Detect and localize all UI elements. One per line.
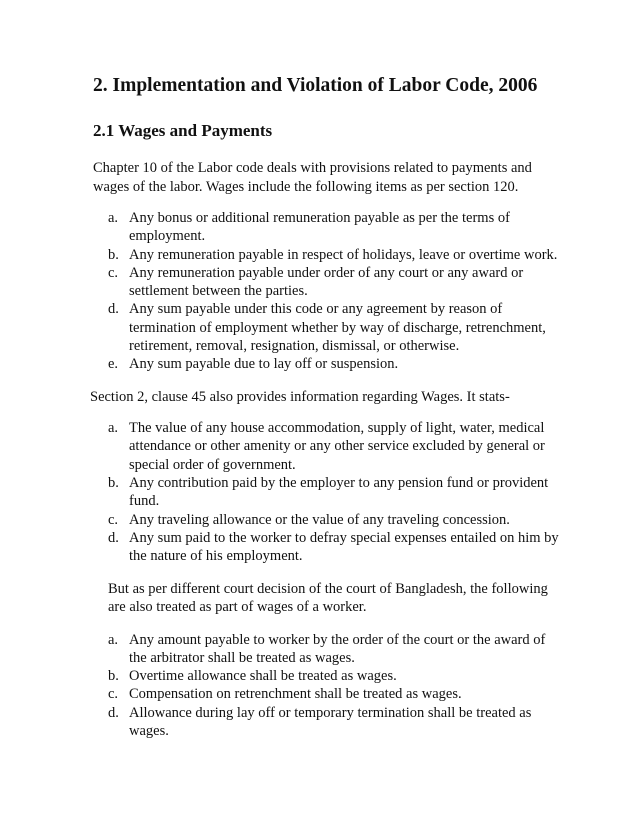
- list-item: [93, 631, 563, 668]
- list-item: [93, 355, 563, 373]
- list-item-text: Any remuneration payable under order of any court or any award or settlement between the parties.: [129, 264, 524, 300]
- list-item-text: Any remuneration payable in respect of holidays, leave or overtime work.: [129, 246, 558, 263]
- list-marker: c.: [108, 511, 119, 528]
- wages-items-list: [93, 209, 563, 374]
- list-item: [93, 685, 563, 703]
- list-marker: d.: [108, 301, 119, 318]
- list-item: [93, 474, 563, 511]
- document-page: [90, 74, 563, 740]
- section-heading: 2.1 Wages and Payments: [93, 121, 273, 140]
- list-item-text: Any contribution paid by the employer to any pension fund or provident fund.: [129, 475, 549, 510]
- list-item-text: Allowance during lay off or temporary termination shall be treated as wages.: [129, 704, 532, 740]
- list-item: [93, 667, 563, 685]
- list-item-text: Any sum payable due to lay off or suspension.: [129, 356, 399, 373]
- excluded-items-list: [93, 419, 563, 565]
- list-marker: a.: [108, 420, 119, 437]
- list-item-text: Any bonus or additional remuneration payable as per the terms of employment.: [129, 210, 510, 245]
- list-item: [93, 246, 563, 264]
- list-item-text: Any sum payable under this code or any agreement by reason of termination of employment whether by way of discharge, retrenchment, retirement, removal, resignation, dismissal, or otherwise.: [129, 301, 546, 355]
- list-marker: a.: [108, 631, 119, 648]
- list-item: [93, 209, 563, 246]
- list-item-text: Any traveling allowance or the value of any traveling concession.: [129, 511, 510, 528]
- list-marker: d.: [108, 529, 119, 546]
- list-marker: b.: [108, 246, 119, 263]
- list-item: [93, 704, 563, 741]
- list-item-text: Compensation on retrenchment shall be treated as wages.: [129, 686, 462, 703]
- court-wages-list: [93, 631, 563, 741]
- section-2-paragraph: Section 2, clause 45 also provides information regarding Wages. It stats-: [90, 388, 510, 405]
- list-item-text: Overtime allowance shall be treated as wages.: [129, 668, 397, 685]
- list-item: [93, 529, 563, 566]
- list-item: [93, 511, 563, 529]
- list-item: [93, 264, 563, 301]
- list-marker: a.: [108, 210, 119, 226]
- list-item: [93, 300, 563, 355]
- list-marker: c.: [108, 264, 119, 281]
- list-marker: d.: [108, 704, 119, 721]
- list-marker: b.: [108, 475, 119, 492]
- intro-paragraph: Chapter 10 of the Labor code deals with provisions related to payments and wages of the labor. Wages include the following items as per section 120.: [93, 160, 532, 195]
- court-decision-paragraph: But as per different court decision of the court of Bangladesh, the following are also treated as part of wages of a worker.: [108, 580, 548, 616]
- page-title: 2. Implementation and Violation of Labor Code, 2006: [93, 75, 538, 96]
- list-marker: c.: [108, 686, 119, 703]
- list-marker: b.: [108, 668, 119, 685]
- list-item-text: Any sum paid to the worker to defray special expenses entailed on him by the nature of his employment.: [129, 529, 559, 565]
- list-item: [93, 419, 563, 474]
- list-item-text: Any amount payable to worker by the order of the court or the award of the arbitrator shall be treated as wages.: [129, 631, 546, 666]
- list-item-text: The value of any house accommodation, supply of light, water, medical attendance or other amenity or any other service excluded by general or special order of government.: [129, 420, 545, 473]
- list-marker: e.: [108, 356, 119, 373]
